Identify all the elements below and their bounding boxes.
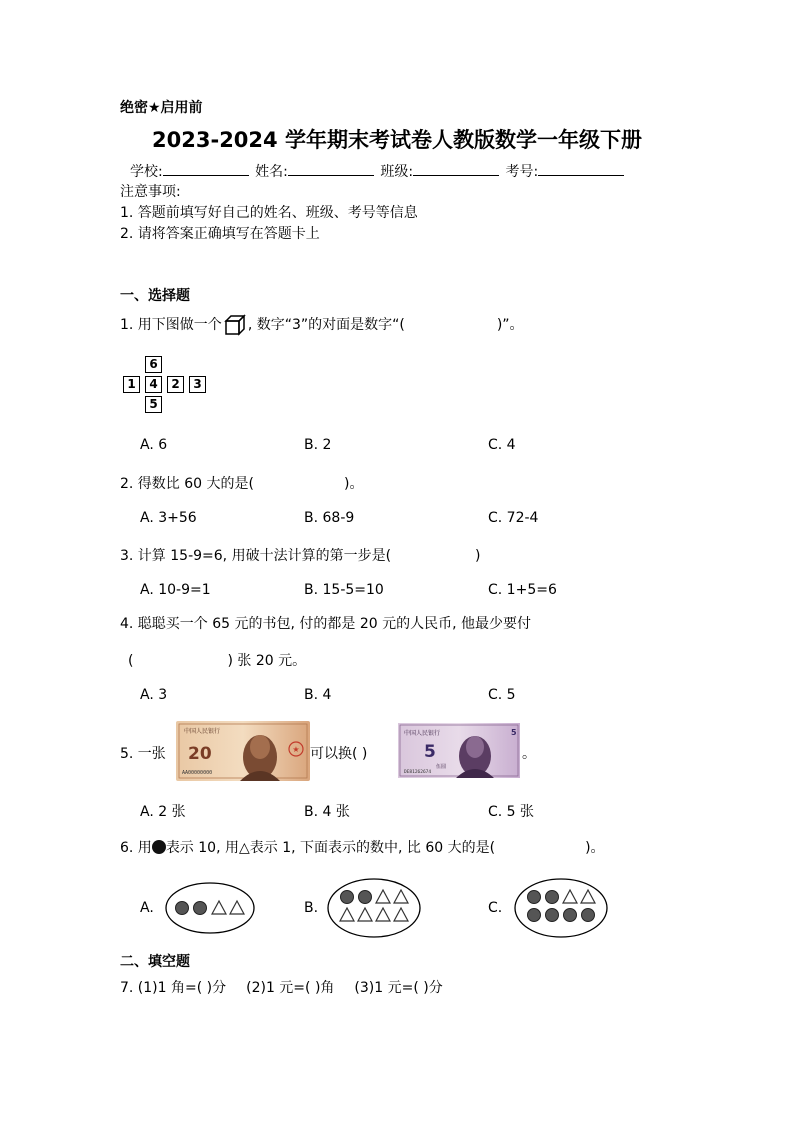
q3-option-a[interactable]: A. 10-9=1: [140, 582, 211, 598]
q5-option-c[interactable]: C. 5 张: [488, 804, 535, 820]
one-triangle-icon: [394, 890, 408, 903]
ten-circle-icon: [176, 902, 189, 915]
notes-heading: 注意事项:: [120, 184, 181, 200]
ten-circle-icon: [546, 909, 559, 922]
note5-bank: 中国人民银行: [404, 730, 441, 737]
q1-text-post: , 数字“3”的对面是数字“(: [247, 317, 405, 333]
net-cell: 3: [189, 376, 206, 393]
notes-block: [120, 182, 418, 245]
note20-bank: 中国人民银行: [184, 728, 221, 735]
ten-circle-icon: [528, 909, 541, 922]
net-cell: 2: [167, 376, 184, 393]
q4-option-c[interactable]: C. 5: [488, 687, 516, 703]
q4-option-a[interactable]: A. 3: [140, 687, 168, 703]
net-cell-bottom: 5: [145, 396, 162, 413]
one-triangle-icon: [563, 890, 577, 903]
q1-option-b[interactable]: B. 2: [304, 437, 332, 453]
note5-serial: DE81262674: [404, 770, 432, 775]
question-3: [120, 545, 481, 565]
section-heading-fill: 二、填空题: [120, 954, 190, 970]
q1-text-pre: 1. 用下图做一个: [120, 317, 222, 333]
q6-text-pre: 6. 用: [120, 840, 152, 856]
exam-title: 2023-2024 学年期末考试卷人教版数学一年级下册: [152, 128, 642, 152]
confidential-label: 绝密★启用前: [120, 100, 203, 116]
net-cell: 1: [123, 376, 140, 393]
q6-option-a-oval[interactable]: [164, 881, 256, 935]
q6-text-end: )。: [585, 840, 605, 856]
ten-circle-icon: [528, 891, 541, 904]
school-blank[interactable]: [163, 163, 249, 176]
q2-option-b[interactable]: B. 68-9: [304, 510, 355, 526]
one-triangle-icon: [394, 908, 408, 921]
name-blank[interactable]: [288, 163, 374, 176]
q4-text-end: ) 张 20 元。: [227, 653, 307, 669]
one-triangle-icon: [581, 890, 595, 903]
note-item: 2. 请将答案正确填写在答题卡上: [120, 226, 320, 242]
q5-text-pre: 5. 一张: [120, 746, 166, 762]
q2-option-a[interactable]: A. 3+56: [140, 510, 197, 526]
q6-text-mid: 表示 10, 用△表示 1, 下面表示的数中, 比 60 大的是(: [165, 840, 496, 856]
q1-option-c[interactable]: C. 4: [488, 437, 516, 453]
name-label: 姓名:: [255, 164, 288, 180]
net-cell-top: 6: [145, 356, 162, 373]
student-info-line: [130, 161, 626, 181]
q6-option-b-oval[interactable]: [326, 877, 422, 939]
exam-number-blank[interactable]: [538, 163, 624, 176]
class-label: 班级:: [380, 164, 414, 180]
ten-circle-icon: [546, 891, 559, 904]
banknote-5-yuan-image: [398, 723, 520, 778]
one-triangle-icon: [358, 908, 372, 921]
q5-option-a[interactable]: A. 2 张: [140, 804, 186, 820]
q7-part-1[interactable]: 7. (1)1 角=( )分: [120, 980, 227, 996]
note20-serial: AA00000000: [182, 770, 213, 776]
question-4: 4. 聪聪买一个 65 元的书包, 付的都是 20 元的人民币, 他最少要付: [120, 616, 532, 632]
q6-option-c-label[interactable]: C.: [488, 900, 503, 916]
question-2: [120, 473, 363, 493]
q1-option-a[interactable]: A. 6: [140, 437, 168, 453]
svg-text:5: 5: [511, 728, 517, 737]
note5-value: 5: [424, 742, 436, 762]
question-7: [120, 977, 443, 997]
cube-icon: [224, 314, 246, 336]
q6-option-a-label[interactable]: A.: [140, 900, 154, 916]
q2-text: 2. 得数比 60 大的是(: [120, 476, 254, 492]
class-blank[interactable]: [413, 163, 499, 176]
question-1: [120, 314, 524, 336]
q3-text: 3. 计算 15-9=6, 用破十法计算的第一步是(: [120, 548, 392, 564]
one-triangle-icon: [230, 901, 244, 914]
net-cell: 4: [145, 376, 162, 393]
ten-circle-icon: [194, 902, 207, 915]
q5-option-b[interactable]: B. 4 张: [304, 804, 350, 820]
section-heading-choice: 一、选择题: [120, 288, 190, 304]
q7-part-3[interactable]: (3)1 元=( )分: [354, 980, 443, 996]
svg-text:★: ★: [292, 745, 300, 754]
q1-text-end: )”。: [496, 317, 524, 333]
q3-option-c[interactable]: C. 1+5=6: [488, 582, 557, 598]
note5-unit: 伍圆: [436, 764, 447, 770]
one-triangle-icon: [376, 908, 390, 921]
q6-option-c-oval[interactable]: [513, 877, 609, 939]
one-triangle-icon: [376, 890, 390, 903]
cube-net-diagram: [123, 356, 213, 420]
ten-circle-icon: [582, 909, 595, 922]
filled-circle-icon: [152, 840, 166, 854]
q5-text-mid: 可以换( ): [310, 746, 368, 762]
one-triangle-icon: [212, 901, 226, 914]
q3-text-end: ): [475, 548, 481, 564]
q7-part-2[interactable]: (2)1 元=( )角: [246, 980, 335, 996]
q3-option-b[interactable]: B. 15-5=10: [304, 582, 384, 598]
one-triangle-icon: [340, 908, 354, 921]
banknote-20-yuan-image: [176, 721, 310, 781]
question-6: [120, 837, 605, 857]
q5-text-end: 。: [522, 746, 536, 762]
q6-option-b-label[interactable]: B.: [304, 900, 319, 916]
note-item: 1. 答题前填写好自己的姓名、班级、考号等信息: [120, 205, 418, 221]
exam-number-label: 考号:: [505, 164, 539, 180]
q2-option-c[interactable]: C. 72-4: [488, 510, 539, 526]
ten-circle-icon: [341, 891, 354, 904]
q4-open-paren: (: [128, 653, 134, 669]
q4-option-b[interactable]: B. 4: [304, 687, 332, 703]
note20-value: 20: [188, 744, 212, 764]
question-4-line2: [128, 650, 306, 670]
q2-text-end: )。: [343, 476, 364, 492]
ten-circle-icon: [359, 891, 372, 904]
ten-circle-icon: [564, 909, 577, 922]
school-label: 学校:: [130, 164, 163, 180]
